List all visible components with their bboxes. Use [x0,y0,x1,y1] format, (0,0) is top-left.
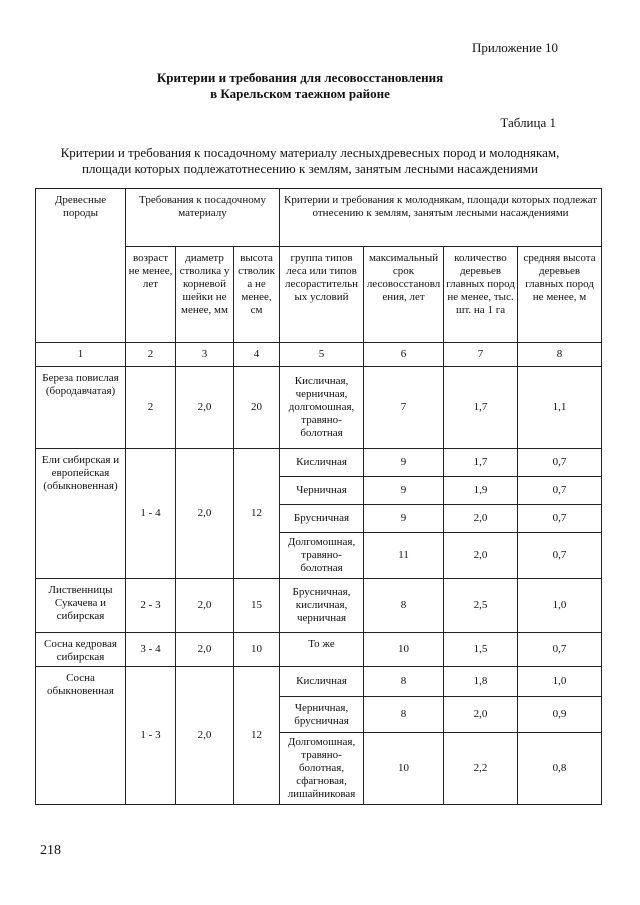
table-row [36,633,602,667]
page-number: 218 [40,843,61,858]
table-caption [40,145,580,177]
mean-height-cell: 0,8 [518,733,602,805]
diameter-cell: 2,0 [176,667,234,805]
mean-height-cell: 0,7 [518,449,602,477]
forest-type-cell: Кисличная, черничная, долгомошная, травяно-болотная [280,367,364,449]
header-height: высота стволика не менее, см [234,247,280,343]
title-line-2: в Карельском таежном районе [210,86,390,101]
tree-count-cell: 2,0 [444,533,518,579]
height-cell: 15 [234,579,280,633]
age-cell: 1 - 4 [126,449,176,579]
header-planting-material: Требования к посадочному материалу [126,189,280,247]
species-cell: Сосна обыкновенная [36,667,126,805]
table-number: Таблица 1 [500,115,556,130]
diameter-cell: 2,0 [176,449,234,579]
col-number: 2 [126,343,176,367]
height-cell: 12 [234,667,280,805]
term-cell: 8 [364,667,444,697]
criteria-table [35,188,602,805]
col-number: 8 [518,343,602,367]
tree-count-cell: 1,8 [444,667,518,697]
table-row [36,367,602,449]
header-diameter: диаметр стволика у корневой шейки не менее, мм [176,247,234,343]
height-cell: 10 [234,633,280,667]
col-number: 1 [36,343,126,367]
diameter-cell: 2,0 [176,367,234,449]
tree-count-cell: 1,7 [444,449,518,477]
term-cell: 8 [364,697,444,733]
caption-line-2: площади которых подлежатотнесению к землям, занятым лесными насаждениями [81,161,538,176]
col-number: 4 [234,343,280,367]
term-cell: 9 [364,477,444,505]
tree-count-cell: 2,0 [444,697,518,733]
age-cell: 1 - 3 [126,667,176,805]
appendix-label: Приложение 10 [471,40,558,55]
table-row [36,579,602,633]
term-cell: 9 [364,505,444,533]
forest-type-cell: Брусничная [280,505,364,533]
height-cell: 12 [234,449,280,579]
mean-height-cell: 1,0 [518,667,602,697]
tree-count-cell: 2,2 [444,733,518,805]
document-title [0,70,600,102]
mean-height-cell: 0,7 [518,505,602,533]
title-line-1: Критерии и требования для лесовосстановления [156,70,444,85]
species-cell: Береза повислая (бородавчатая) [36,367,126,449]
col-number: 6 [364,343,444,367]
mean-height-cell: 0,7 [518,477,602,505]
age-cell: 2 - 3 [126,579,176,633]
species-cell: Лиственницы Сукачева и сибирская [36,579,126,633]
age-cell: 3 - 4 [126,633,176,667]
col-number: 5 [280,343,364,367]
mean-height-cell: 0,7 [518,533,602,579]
forest-type-cell: Долгомошная, травяно-болотная [280,533,364,579]
header-tree-count: количество деревьев главных пород не менее, тыс. шт. на 1 га [444,247,518,343]
column-number-row [36,343,602,367]
term-cell: 10 [364,633,444,667]
forest-type-cell: Брусничная, кисличная, черничная [280,579,364,633]
mean-height-cell: 0,7 [518,633,602,667]
diameter-cell: 2,0 [176,633,234,667]
species-cell: Ели сибирская и европейская (обыкновенная) [36,449,126,579]
header-species: Древесные породы [36,189,126,343]
mean-height-cell: 1,0 [518,579,602,633]
forest-type-cell: Кисличная [280,449,364,477]
header-forest-type: группа типов леса или типов лесорастительных условий [280,247,364,343]
header-mean-height: средняя высота деревьев главных пород не менее, м [518,247,602,343]
forest-type-cell: Долгомошная, травяно-болотная, сфагновая, лишайниковая [280,733,364,805]
tree-count-cell: 1,5 [444,633,518,667]
header-age: возраст не менее, лет [126,247,176,343]
header-young-stands: Критерии и требования к молоднякам, площади которых подлежат отнесению к землям, занятым лесными насаждениями [280,189,602,247]
term-cell: 11 [364,533,444,579]
tree-count-cell: 2,0 [444,505,518,533]
term-cell: 8 [364,579,444,633]
term-cell: 7 [364,367,444,449]
height-cell: 20 [234,367,280,449]
table-row [36,667,602,697]
tree-count-cell: 2,5 [444,579,518,633]
mean-height-cell: 1,1 [518,367,602,449]
col-number: 3 [176,343,234,367]
caption-line-1: Критерии и требования к посадочному материалу лесныхдревесных пород и молоднякам, [60,145,560,160]
term-cell: 10 [364,733,444,805]
term-cell: 9 [364,449,444,477]
forest-type-cell: Черничная [280,477,364,505]
mean-height-cell: 0,9 [518,697,602,733]
forest-type-cell: Кисличная [280,667,364,697]
species-cell: Сосна кедровая сибирская [36,633,126,667]
table-row [36,449,602,477]
age-cell: 2 [126,367,176,449]
tree-count-cell: 1,9 [444,477,518,505]
forest-type-cell: Черничная, брусничная [280,697,364,733]
forest-type-cell: То же [280,633,364,667]
diameter-cell: 2,0 [176,579,234,633]
col-number: 7 [444,343,518,367]
header-max-term: максимальный срок лесовосстановления, лет [364,247,444,343]
tree-count-cell: 1,7 [444,367,518,449]
